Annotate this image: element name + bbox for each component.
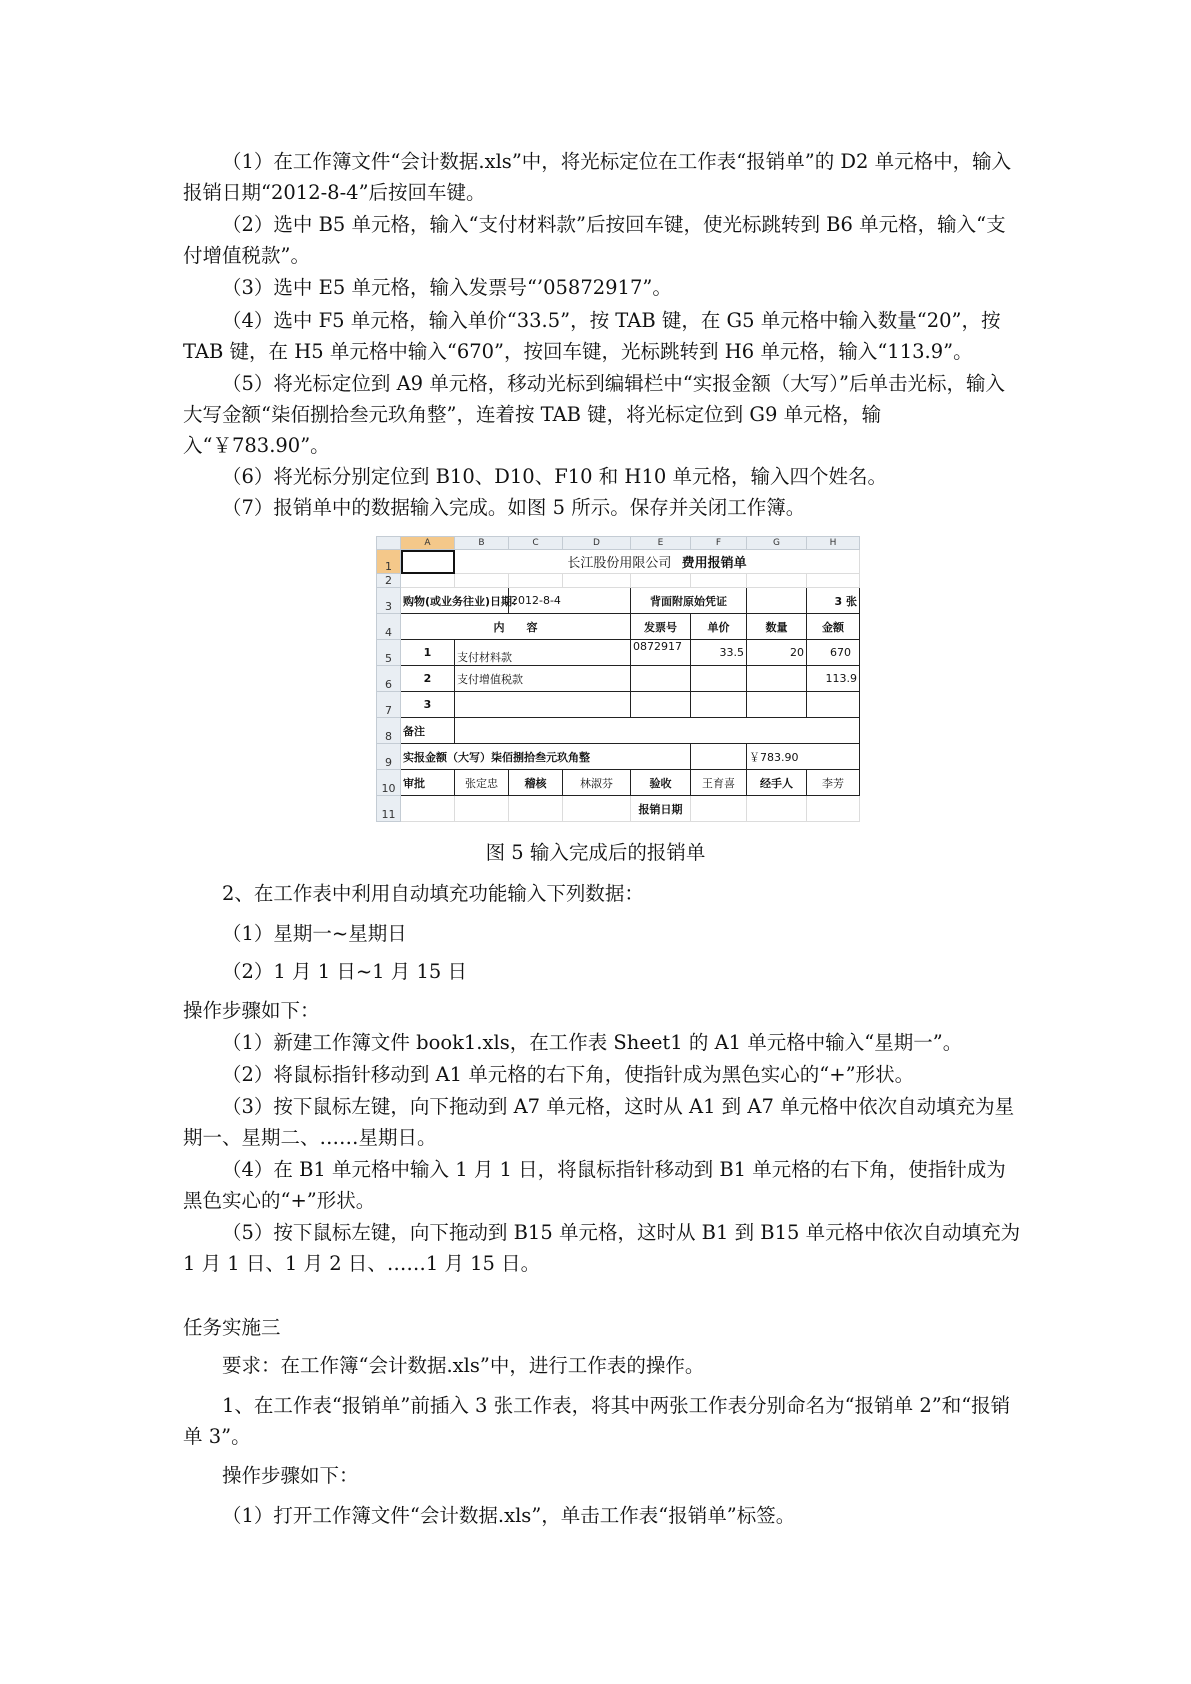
date-label: 购物(或业务往业)日期： [401,588,509,614]
cell [563,796,631,822]
paragraph: （3）按下鼠标左键，向下拖动到 A7 单元格，这时从 A1 到 A7 单元格中依次自动填充为星期一、星期二、……星期日。 [183,1095,1015,1149]
cell [631,692,691,718]
date-value: 2012-8-4 [509,588,631,614]
amount: 113.9 [807,666,860,692]
quantity: 20 [747,640,807,666]
cell [747,796,807,822]
cell [747,692,807,718]
paragraph: （5）按下鼠标左键，向下拖动到 B15 单元格，这时从 B1 到 B15 单元格中依次自动填充为 1 月 1 日、1 月 2 日、……1 月 15 日。 [183,1221,1021,1275]
item-description: 支付材料款 [455,640,631,666]
paragraph: 操作步骤如下： [222,1464,359,1487]
row-header[interactable]: 3 [377,588,401,614]
cell [631,666,691,692]
column-header[interactable]: D [563,537,631,550]
attach-count: 3 张 [807,588,860,614]
item-description: 支付增值税款 [455,666,631,692]
cell [691,744,747,770]
row-header[interactable]: 10 [377,770,401,796]
item-number: 2 [401,666,455,692]
paragraph: （1）在工作簿文件“会计数据.xls”中，将光标定位在工作表“报销单”的 D2 单元格中，输入报销日期“2012-8-4”后按回车键。 [183,150,1012,204]
price-header: 单价 [691,614,747,640]
column-header-row [377,537,860,550]
cell [691,666,747,692]
form-title-cell [455,550,860,574]
cell [807,692,860,718]
cell [747,574,807,588]
column-header[interactable]: H [807,537,860,550]
paragraph: （2）选中 B5 单元格，输入“支付材料款”后按回车键，使光标跳转到 B6 单元格，输入“支付增值税款”。 [183,213,1006,267]
paragraph: 要求：在工作簿“会计数据.xls”中，进行工作表的操作。 [222,1354,705,1377]
column-header[interactable]: C [509,537,563,550]
paragraph: （7）报销单中的数据输入完成。如图 5 所示。保存并关闭工作簿。 [222,496,806,519]
amount-header: 金额 [807,614,860,640]
paragraph: 1、在工作表“报销单”前插入 3 张工作表，将其中两张工作表分别命名为“报销单 2”和“报销单 3”。 [183,1394,1011,1448]
paragraph: 操作步骤如下： [183,999,320,1022]
invoice-number: 0872917 [631,640,691,666]
cell [807,574,860,588]
corner-cell [377,537,401,550]
cell [455,692,631,718]
audit-label: 稽核 [509,770,563,796]
approve-label: 审批 [401,770,455,796]
cell [631,574,691,588]
report-date-label: 报销日期 [631,796,691,822]
cell [747,666,807,692]
paragraph: （3）选中 E5 单元格，输入发票号“’05872917”。 [222,276,672,299]
paragraph: （2）将鼠标指针移动到 A1 单元格的右下角，使指针成为黑色实心的“+”形状。 [222,1063,915,1086]
paragraph: （5）将光标定位到 A9 单元格，移动光标到编辑栏中“实报金额（大写）”后单击光标，输入大写金额“柒佰捌拾叁元玖角整”，连着按 TAB 键，将光标定位到 G9 单元格，输入“￥783.90”。 [183,372,1005,457]
remark-label: 备注 [401,718,455,744]
row-header[interactable]: 9 [377,744,401,770]
cell [509,796,563,822]
row-header[interactable]: 4 [377,614,401,640]
column-header[interactable]: A [401,537,455,550]
handler-label: 经手人 [747,770,807,796]
active-cell[interactable] [401,550,455,574]
audit-name: 林淑芬 [563,770,631,796]
cell [691,692,747,718]
row-header[interactable]: 2 [377,574,401,588]
cell [509,574,563,588]
row-header[interactable]: 7 [377,692,401,718]
item-number: 3 [401,692,455,718]
column-header[interactable]: G [747,537,807,550]
unit-price: 33.5 [691,640,747,666]
column-header[interactable]: E [631,537,691,550]
row-header[interactable]: 6 [377,666,401,692]
row-header[interactable]: 11 [377,796,401,822]
cell [691,574,747,588]
cell [455,796,509,822]
cell [563,574,631,588]
paragraph: 2、在工作表中利用自动填充功能输入下列数据： [222,882,644,905]
spreadsheet-figure [376,536,859,822]
paragraph: （1）星期一~星期日 [222,922,407,945]
cell [401,574,455,588]
invoice-header: 发票号 [631,614,691,640]
column-header[interactable]: B [455,537,509,550]
handler-name: 李芳 [807,770,860,796]
total-label: 实报金额（大写）柒佰捌拾叁元玖角整 [401,744,691,770]
remark-value [455,718,860,744]
qty-header: 数量 [747,614,807,640]
row-header[interactable]: 5 [377,640,401,666]
paragraph: （1）新建工作簿文件 book1.xls，在工作表 Sheet1 的 A1 单元格中输入“星期一”。 [222,1031,963,1054]
paragraph: （2）1 月 1 日~1 月 15 日 [222,960,467,983]
paragraph: （4）选中 F5 单元格，输入单价“33.5”，按 TAB 键，在 G5 单元格中输入数量“20”，按 TAB 键，在 H5 单元格中输入“670”，按回车键，光标跳转到 H6 单元格，输入“113.9”。 [183,309,1001,363]
amount: 670 [807,640,860,666]
row-header[interactable]: 1 [377,550,401,574]
receive-label: 验收 [631,770,691,796]
form-title: 费用报销单 [681,556,747,571]
row-header[interactable]: 8 [377,718,401,744]
attach-label: 背面附原始凭证 [631,588,747,614]
item-number: 1 [401,640,455,666]
section-heading: 任务实施三 [183,1316,281,1339]
paragraph: （4）在 B1 单元格中输入 1 月 1 日，将鼠标指针移动到 B1 单元格的右下角，使指针成为黑色实心的“+”形状。 [183,1158,1006,1212]
content-header: 内 容 [401,614,631,640]
cell [747,588,807,614]
cell [691,796,747,822]
company-name: 长江股份用限公司 [567,556,672,571]
receive-name: 王育喜 [691,770,747,796]
cell [455,574,509,588]
total-value: ￥783.90 [747,744,860,770]
cell [401,796,455,822]
cell [807,796,860,822]
approve-name: 张定忠 [455,770,509,796]
figure-caption: 图 5 输入完成后的报销单 [485,841,706,864]
paragraph: （1）打开工作簿文件“会计数据.xls”，单击工作表“报销单”标签。 [222,1504,796,1527]
paragraph: （6）将光标分别定位到 B10、D10、F10 和 H10 单元格，输入四个姓名。 [222,465,887,488]
column-header[interactable]: F [691,537,747,550]
